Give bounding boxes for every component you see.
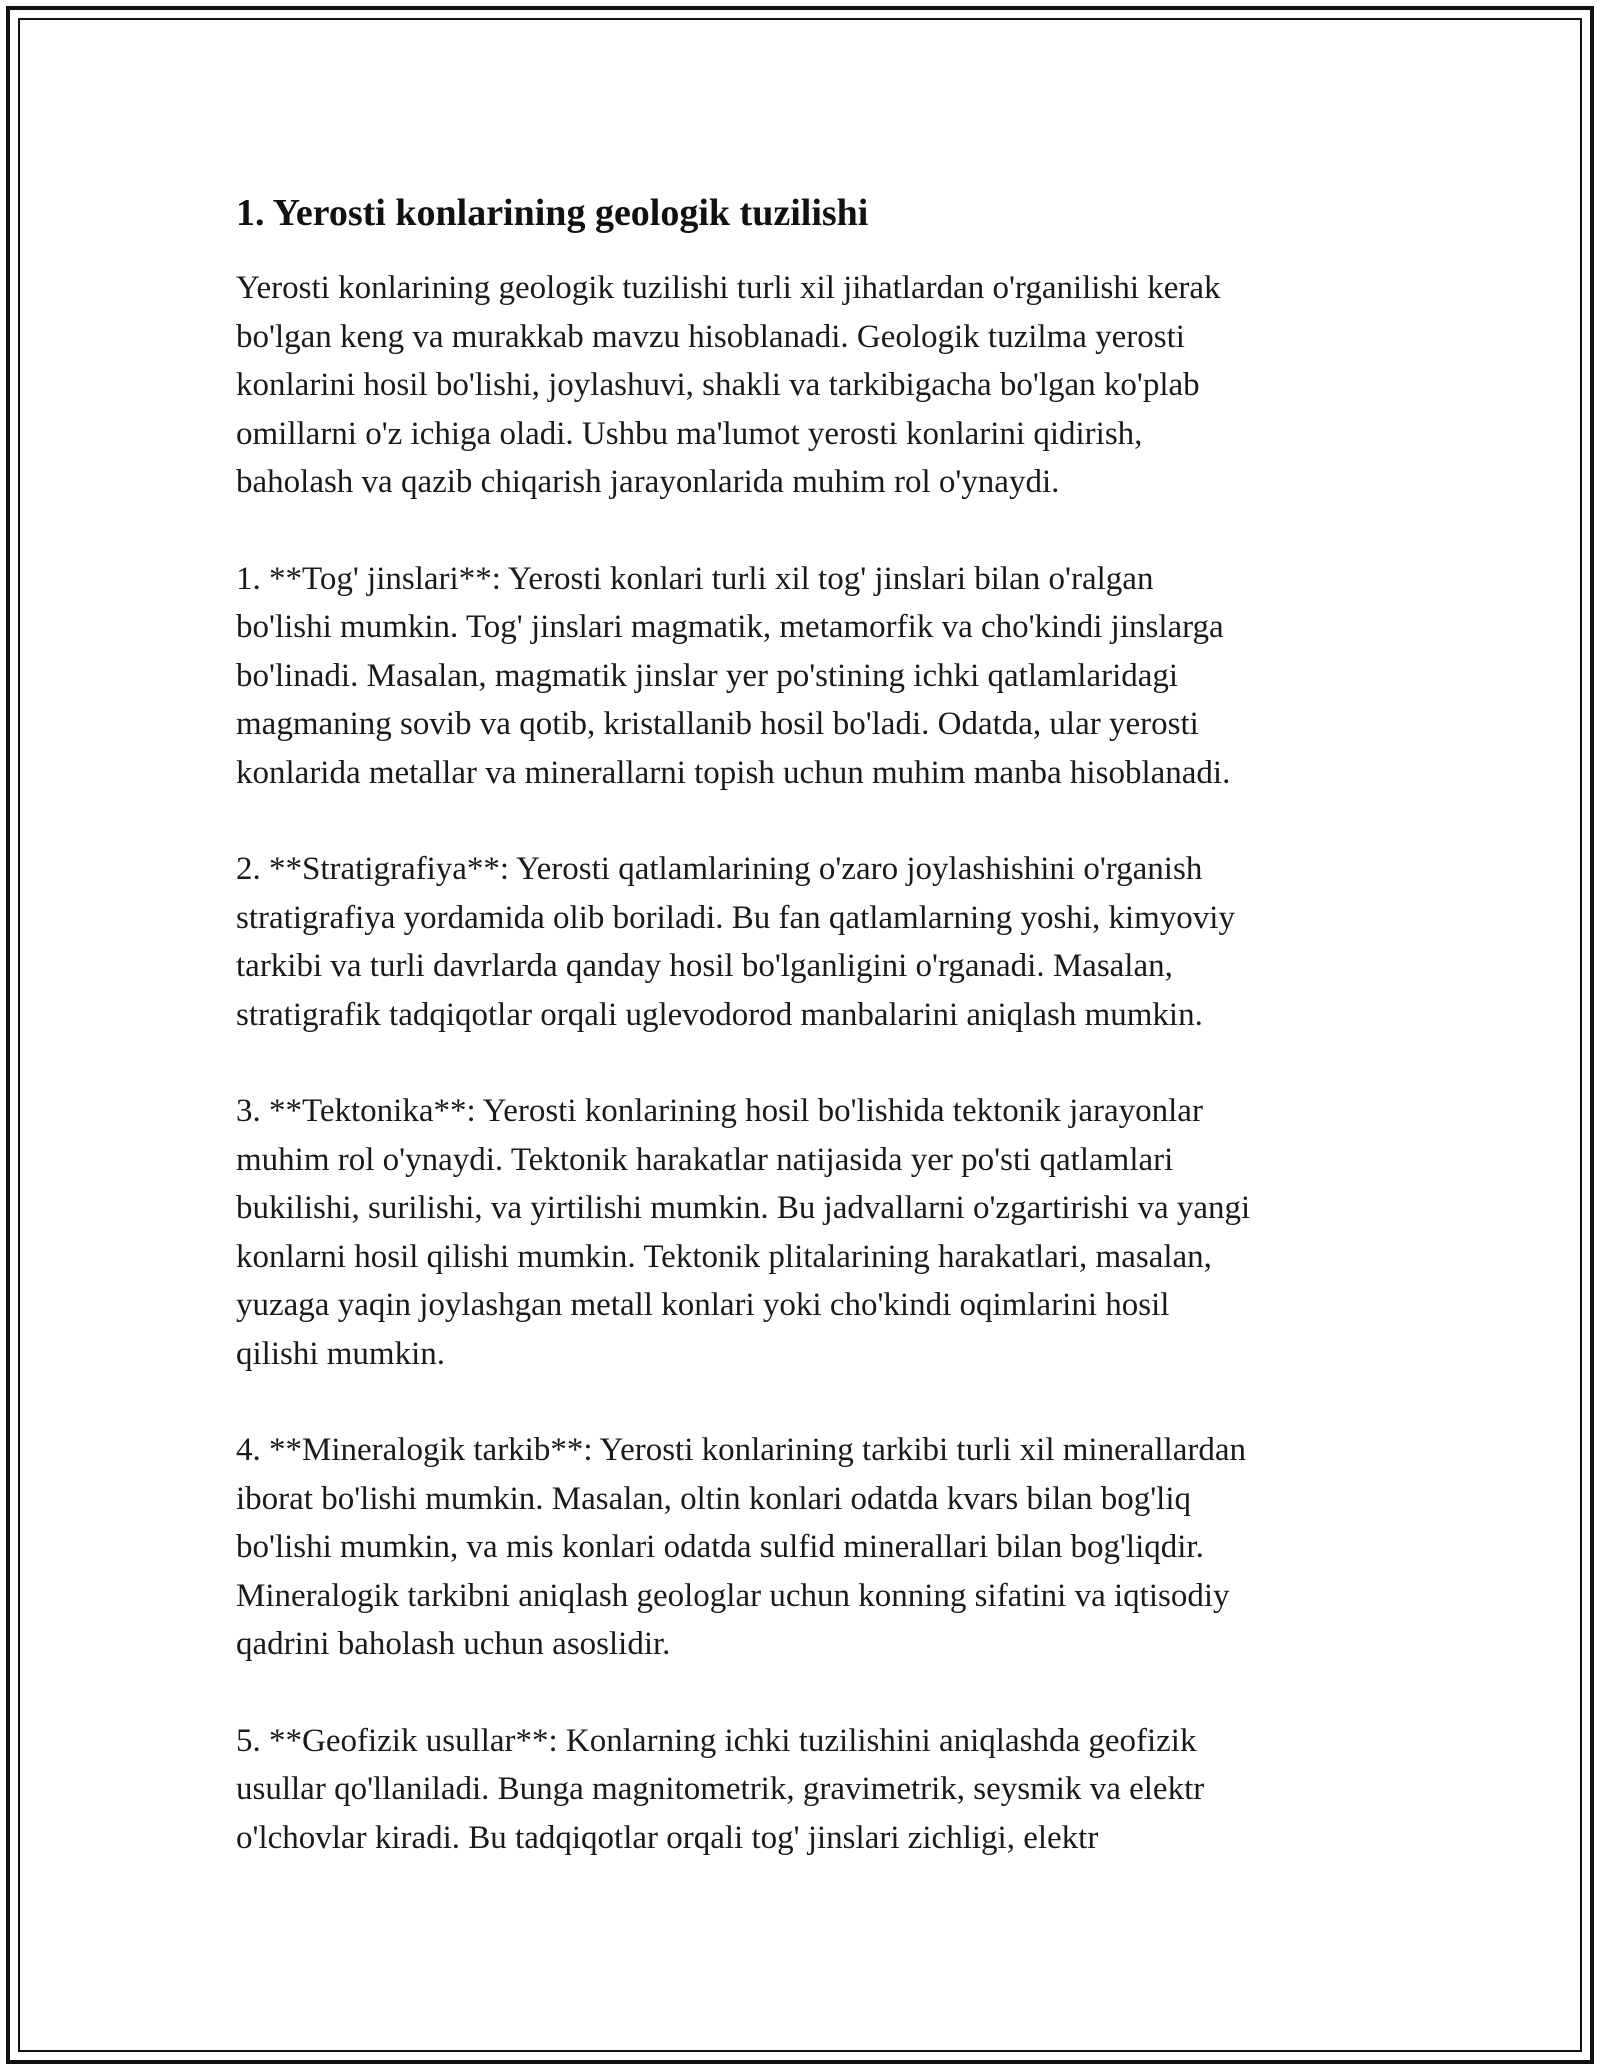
text-line: baholash va qazib chiqarish jarayonlarida muhim rol o'ynaydi. (236, 464, 1060, 500)
text-line: bukilishi, surilishi, va yirtilishi mumkin. Bu jadvallarni o'zgartirishi va yangi (236, 1190, 1251, 1226)
text-line: stratigrafik tadqiqotlar orqali uglevodorod manbalarini aniqlash mumkin. (236, 996, 1203, 1033)
text-line: konlarni hosil qilishi mumkin. Tektonik plitalarining harakatlari, masalan, (236, 1238, 1212, 1275)
text-line: Mineralogik tarkibni aniqlash geologlar uchun konning sifatini va iqtisodiy (236, 1577, 1230, 1614)
text-line: bo'linadi. Masalan, magmatik jinslar yer po'stining ichki qatlamlaridagi (236, 657, 1179, 694)
text-line: 4. **Mineralogik tarkib**: Yerosti konlarining tarkibi turli xil minerallardan (236, 1432, 1246, 1468)
text-line: 5. **Geofizik usullar**: Konlarning ichki tuzilishini aniqlashda geofizik (236, 1722, 1197, 1759)
text-line: konlarida metallar va minerallarni topish uchun muhim manba hisoblanadi. (236, 754, 1231, 791)
mineralogy-paragraph (236, 1426, 1376, 1669)
text-line: bo'lishi mumkin. Tog' jinslari magmatik, metamorfik va cho'kindi jinslarga (236, 609, 1224, 645)
text-line: iborat bo'lishi mumkin. Masalan, oltin konlari odatda kvars bilan bog'liq (236, 1480, 1192, 1517)
text-line: 1. **Tog' jinslari**: Yerosti konlari turli xil tog' jinslari bilan o'ralgan (236, 560, 1154, 597)
text-line: muhim rol o'ynaydi. Tektonik harakatlar natijasida yer po'sti qatlamlari (236, 1141, 1174, 1178)
geophysics-paragraph (236, 1717, 1376, 1863)
text-line: magmaning sovib va qotib, kristallanib hosil bo'ladi. Odatda, ular yerosti (236, 706, 1199, 742)
text-line: qadrini baholash uchun asoslidir. (236, 1626, 671, 1662)
text-line: bo'lgan keng va murakkab mavzu hisoblanadi. Geologik tuzilma yerosti (236, 318, 1185, 355)
intro-paragraph (236, 264, 1376, 507)
rock-types-paragraph (236, 555, 1376, 798)
document-title: 1. Yerosti konlarining geologik tuzilishi (236, 192, 869, 234)
tectonics-paragraph (236, 1087, 1376, 1378)
text-line: omillarni o'z ichiga oladi. Ushbu ma'lumot yerosti konlarini qidirish, (236, 415, 1143, 452)
text-line: bo'lishi mumkin, va mis konlari odatda sulfid minerallari bilan bog'liqdir. (236, 1529, 1204, 1565)
text-line: konlarini hosil bo'lishi, joylashuvi, shakli va tarkibigacha bo'lgan ko'plab (236, 367, 1200, 403)
stratigraphy-paragraph (236, 845, 1376, 1039)
text-line: Yerosti konlarining geologik tuzilishi turli xil jihatlardan o'rganilishi kerak (236, 270, 1221, 306)
text-line: 2. **Stratigrafiya**: Yerosti qatlamlarining o'zaro joylashishini o'rganish (236, 851, 1203, 887)
text-line: yuzaga yaqin joylashgan metall konlari yoki cho'kindi oqimlarini hosil (236, 1287, 1170, 1323)
text-line: 3. **Tektonika**: Yerosti konlarining hosil bo'lishida tektonik jarayonlar (236, 1093, 1203, 1129)
text-line: usullar qo'llaniladi. Bunga magnitometrik, gravimetrik, seysmik va elektr (236, 1771, 1205, 1807)
text-line: tarkibi va turli davrlarda qanday hosil bo'lganligini o'rganadi. Masalan, (236, 948, 1173, 984)
text-line: qilishi mumkin. (236, 1335, 446, 1372)
document-body (236, 188, 1376, 1910)
text-line: o'lchovlar kiradi. Bu tadqiqotlar orqali tog' jinslari zichligi, elektr (236, 1819, 1099, 1856)
text-line: stratigrafiya yordamida olib boriladi. Bu fan qatlamlarning yoshi, kimyoviy (236, 899, 1235, 936)
